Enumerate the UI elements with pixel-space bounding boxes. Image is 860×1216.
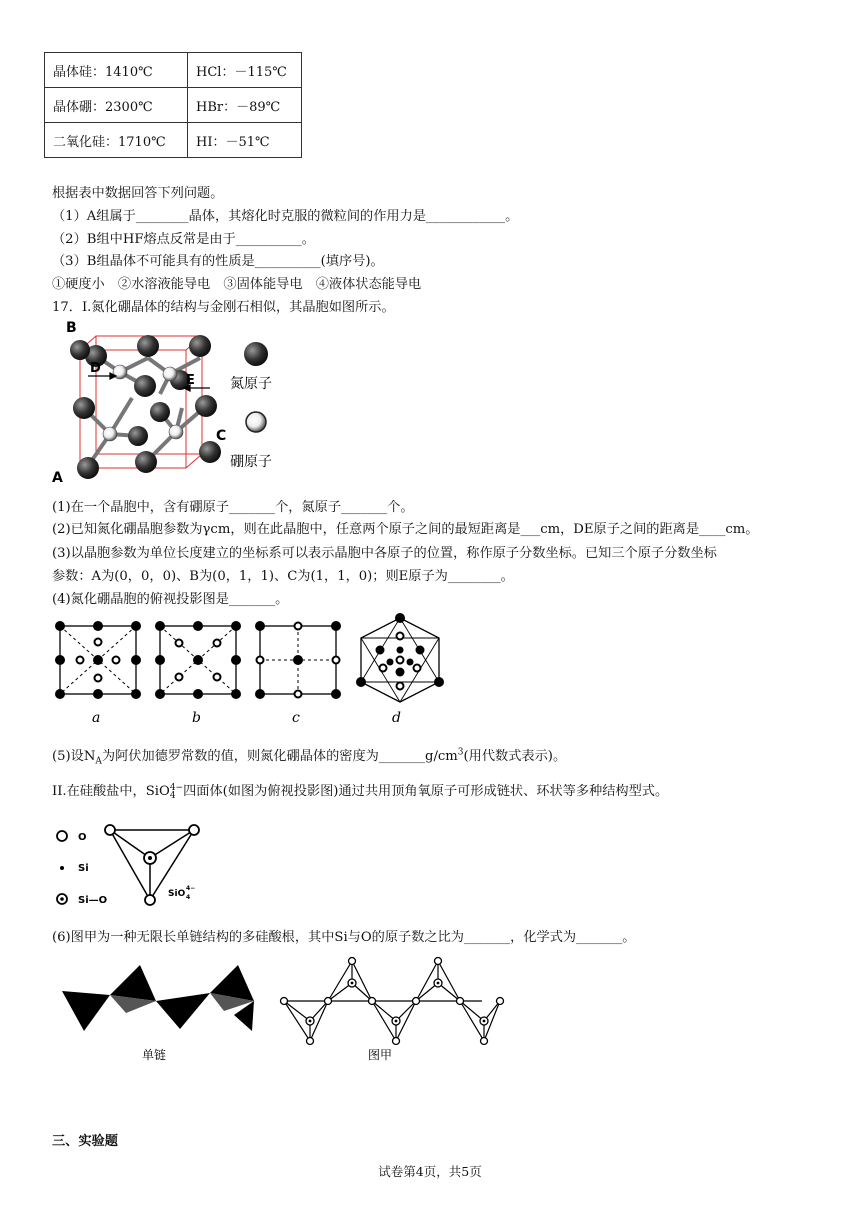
intro-text: 根据表中数据回答下列问题。 bbox=[52, 186, 224, 201]
projection-a bbox=[55, 621, 141, 726]
part-6: (6)图甲为一种无限长单链结构的多硅酸根，其中Si与O的原子数之比为_______，化学式为_______。 bbox=[52, 930, 636, 945]
part-5-text-2: 为阿伏加德罗常数的值，则氮化硼晶体的密度为_______g/cm bbox=[101, 749, 458, 764]
legend-boron: 硼原子 bbox=[230, 454, 272, 470]
section-ii-text-2: 四面体(如图为俯视投影图)通过共用顶角氧原子可形成链状、环状等多种结构型式。 bbox=[183, 784, 669, 799]
part-5-sub: A bbox=[95, 756, 102, 767]
question-2: （2）B组中HF熔点反常是由于__________。 bbox=[52, 232, 315, 247]
chain-jia-drawing bbox=[284, 961, 500, 1041]
table-cell: HI：－51℃ bbox=[188, 123, 302, 158]
question-17-title: 17．I.氮化硼晶体的结构与金刚石相似，其晶胞如图所示。 bbox=[52, 300, 395, 315]
si-o-legend-dot bbox=[60, 897, 64, 901]
table-row bbox=[45, 123, 302, 158]
section-ii-text: II.在硅酸盐中，SiO bbox=[52, 784, 170, 799]
part-5-sup: 3 bbox=[457, 747, 464, 758]
section-3-heading: 三、实验题 bbox=[52, 1134, 118, 1149]
sio4-sub: 4 bbox=[169, 790, 176, 801]
page-footer: 试卷第4页，共5页 bbox=[378, 1164, 482, 1179]
single-chain-drawing bbox=[62, 965, 254, 1031]
question-3: （3）B组晶体不可能具有的性质是__________(填序号)。 bbox=[52, 254, 384, 269]
label-proj-c: c bbox=[292, 710, 300, 726]
legend-sio4-charge: 4− bbox=[186, 885, 196, 892]
part-3-line-1: (3)以晶胞参数为单位长度建立的坐标系可以表示晶胞中各原子的位置，称作原子分数坐标。已知三个原子分数坐标 bbox=[52, 546, 717, 561]
question-1: （1）A组属于________晶体，其熔化时克服的微粒间的作用力是____________。 bbox=[52, 209, 519, 224]
part-5-text: (5)设N bbox=[52, 749, 96, 764]
label-chain-jia: 图甲 bbox=[368, 1048, 393, 1062]
table-cell: 晶体硅：1410℃ bbox=[45, 53, 188, 88]
legend-sio4-sub: 4 bbox=[186, 894, 191, 901]
legend-nitrogen: 氮原子 bbox=[230, 376, 272, 392]
table-row bbox=[45, 53, 302, 88]
label-d: D bbox=[90, 361, 101, 376]
part-1: (1)在一个晶胞中，含有硼原子_______个，氮原子_______个。 bbox=[52, 500, 414, 515]
part-4: (4)氮化硼晶胞的俯视投影图是_______。 bbox=[52, 592, 289, 607]
bn-unit-cell-figure bbox=[50, 316, 300, 486]
table-cell: 晶体硼：2300℃ bbox=[45, 88, 188, 123]
label-single-chain: 单链 bbox=[142, 1048, 167, 1062]
table-cell: 二氧化硅：1710℃ bbox=[45, 123, 188, 158]
oxygen-legend-icon bbox=[57, 831, 67, 841]
projection-b bbox=[155, 621, 241, 726]
table-cell: HBr：－89℃ bbox=[188, 88, 302, 123]
part-3-line-2: 参数：A为(0，0，0)、B为(0，1，1)、C为(1，1，0)；则E原子为________。 bbox=[52, 569, 514, 584]
label-proj-b: b bbox=[192, 710, 201, 726]
sio4-tetrahedron-figure bbox=[50, 820, 210, 915]
nitrogen-legend-icon bbox=[244, 342, 268, 366]
label-a: A bbox=[52, 470, 63, 486]
part-2: (2)已知氮化硼晶胞参数为γcm，则在此晶胞中，任意两个原子之间的最短距离是___cm，DE原子之间的距离是____cm。 bbox=[52, 522, 759, 537]
melting-point-table bbox=[44, 52, 302, 158]
silicate-chain-figure bbox=[60, 955, 530, 1070]
legend-si-o: Si—O bbox=[78, 895, 108, 906]
table-row bbox=[45, 88, 302, 123]
label-proj-d: d bbox=[392, 710, 401, 726]
section-ii-title bbox=[52, 780, 668, 800]
sio4-charge: 4− bbox=[169, 782, 184, 793]
projection-options-figure bbox=[50, 616, 450, 730]
label-c: C bbox=[216, 428, 227, 444]
part-5 bbox=[52, 745, 566, 767]
legend-o: O bbox=[78, 832, 87, 843]
part-5-end: (用代数式表示)。 bbox=[463, 749, 567, 764]
label-proj-a: a bbox=[92, 710, 101, 726]
table-cell: HCl：－115℃ bbox=[188, 53, 302, 88]
projection-c bbox=[255, 621, 341, 726]
legend-sio4: SiO bbox=[168, 889, 186, 899]
projection-d bbox=[356, 613, 444, 726]
label-e: E bbox=[186, 373, 195, 388]
question-3-options: ①硬度小 ②水溶液能导电 ③固体能导电 ④液体状态能导电 bbox=[52, 277, 422, 292]
silicon-legend-icon bbox=[60, 866, 64, 870]
legend-si: Si bbox=[78, 863, 89, 874]
boron-legend-icon bbox=[246, 412, 266, 432]
label-b: B bbox=[66, 320, 77, 336]
